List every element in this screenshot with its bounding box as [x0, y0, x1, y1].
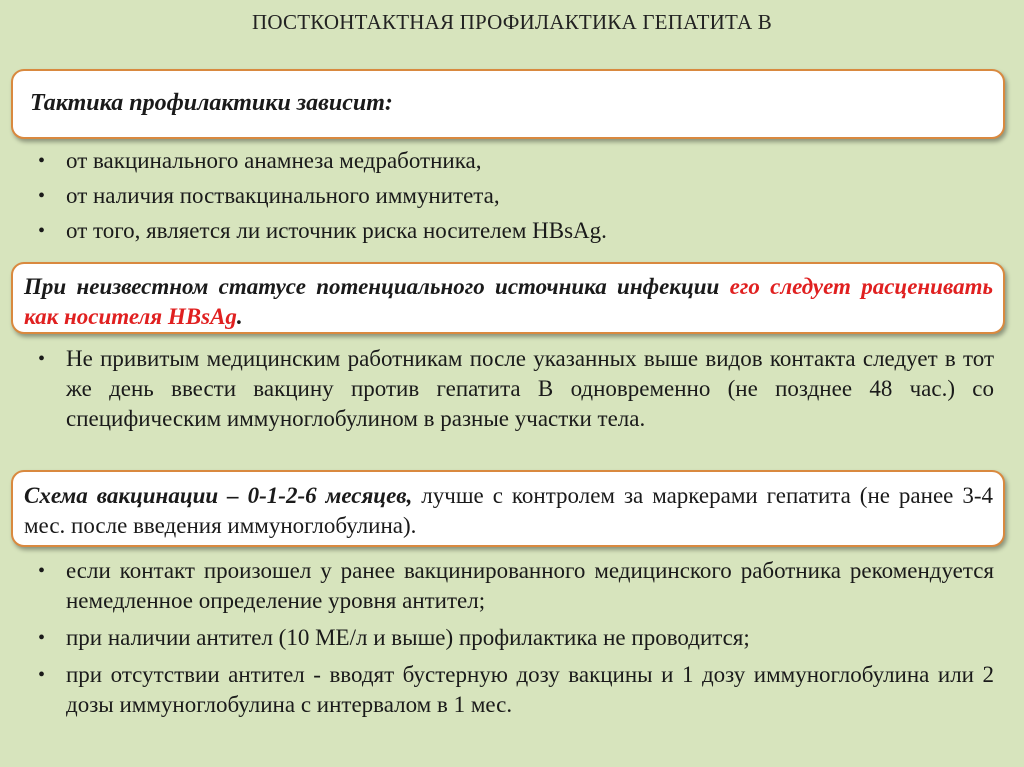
vaccination-scheme-box [11, 470, 1005, 547]
list-item: • при наличии антител (10 МЕ/л и выше) профилактика не проводится; [30, 623, 994, 653]
list-item: • при отсутствии антител - вводят бустерную дозу вакцины и 1 дозу иммуноглобулина или 2 дозы иммуноглобулина с интервалом в 1 мес. [38, 662, 994, 717]
unknown-status-box [11, 262, 1005, 334]
highlight-text: его следует расценивать как носителя HBsAg [24, 274, 993, 329]
bullet-icon: • [38, 220, 46, 242]
bullet-icon: • [38, 560, 46, 582]
bullet-icon: • [38, 150, 46, 172]
tactics-heading: Тактика профилактики зависит: [30, 90, 393, 116]
bullet-icon: • [38, 664, 46, 686]
list-item: • от наличия поствакцинального иммунитета, [30, 181, 994, 211]
tactics-box [11, 69, 1005, 139]
unknown-status-text: При неизвестном статусе потенциального источника инфекции его следует расценивать как носителя HBsAg. [24, 274, 993, 329]
list-item: • от того, является ли источник риска носителем HBsAg. [30, 216, 994, 246]
dependency-list [30, 146, 994, 251]
bullet-icon: • [38, 627, 46, 649]
list-item: • Не привитым медицинским работникам после указанных выше видов контакта следует в тот же день ввести вакцину против гепатита В одновременно (не позднее 48 час.) со специфическим иммуноглобулином в разные участки тела. [38, 346, 994, 431]
bullet-icon: • [38, 348, 46, 370]
list-item: • от вакцинального анамнеза медработника, [30, 146, 994, 176]
vaccinated-list [30, 556, 994, 727]
vaccination-scheme-text: Схема вакцинации – 0-1-2-6 месяцев, лучше с контролем за маркерами гепатита (не ранее 3-4 мес. после введения иммуноглобулина). [24, 483, 993, 538]
page-title: ПОСТКОНТАКТНАЯ ПРОФИЛАКТИКА ГЕПАТИТА В [252, 10, 772, 34]
bullet-icon: • [38, 185, 46, 207]
unvaccinated-list [30, 344, 994, 434]
list-item: • если контакт произошел у ранее вакцинированного медицинского работника рекомендуется немедленное определение уровня антител; [38, 558, 994, 613]
